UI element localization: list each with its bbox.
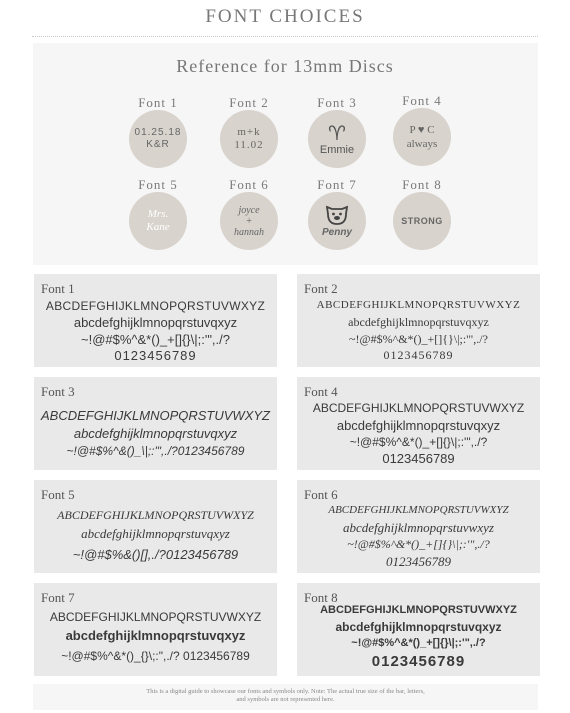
disc-sample bbox=[393, 192, 451, 250]
font-panel-6 bbox=[297, 480, 540, 573]
disc-label: Font 3 bbox=[317, 95, 357, 110]
disc-sample bbox=[129, 192, 187, 250]
digits-sample: 0123456789 bbox=[383, 348, 454, 362]
disc-sample bbox=[220, 110, 278, 168]
digits-sample: 0123456789 bbox=[371, 653, 466, 670]
font-panel-1 bbox=[34, 274, 277, 367]
panel-label: Font 4 bbox=[304, 384, 338, 399]
symbols-sample: ~!@#$%^&*()_+[]{}\|;:'",./? bbox=[349, 332, 488, 346]
footer-text bbox=[123, 688, 448, 704]
font-panel-4 bbox=[297, 377, 540, 470]
disc-font-1 bbox=[115, 95, 201, 175]
lowercase-sample: abcdefghijklmnopqrstuvqxyz bbox=[335, 620, 502, 634]
reference-title: Reference for 13mm Discs bbox=[176, 56, 394, 76]
disc-text: STRONG bbox=[401, 216, 443, 226]
disc-text: hannah bbox=[234, 226, 264, 238]
uppercase-sample: ABCDEFGHIJKLMNOPQRSTUVWXYZ bbox=[49, 610, 262, 624]
disc-font-4 bbox=[379, 93, 465, 173]
font-panel-7 bbox=[34, 583, 277, 676]
symbols-sample: ~!@#$%^&*()_+[]{}\|;:'",./? bbox=[349, 435, 488, 449]
font-panel-8 bbox=[297, 583, 540, 676]
digits-sample: 0123456789 bbox=[114, 348, 197, 363]
uppercase-sample: ABCDEFGHIJKLMNOPQRSTUVWXYZ bbox=[45, 299, 266, 313]
symbols-sample: ~!@#$%^&*()_+[]{}\|;:'",./? bbox=[80, 332, 230, 347]
uppercase-sample: ABCDEFGHIJKLMNOPQRSTUVWXYZ bbox=[320, 604, 517, 616]
uppercase-sample: ABCDEFGHIJKLMNOPQRSTUVWXYZ bbox=[328, 504, 509, 516]
disc-label: Font 1 bbox=[138, 95, 178, 110]
disc-label: Font 4 bbox=[402, 93, 442, 108]
disc-text: Kane bbox=[146, 221, 170, 233]
disc-text: P ♥ C bbox=[409, 124, 435, 136]
lowercase-sample: abcdefghijklmnopqrstuvqxyz bbox=[348, 315, 489, 329]
disc-sample bbox=[129, 110, 187, 168]
panel-label: Font 1 bbox=[41, 281, 75, 296]
panel-label: Font 8 bbox=[304, 590, 338, 605]
lowercase-sample: abcdefghijklmnopqrstuvqxyz bbox=[73, 315, 238, 330]
disc-text: m+k bbox=[237, 126, 261, 138]
disc-text: Emmie bbox=[319, 144, 355, 156]
lowercase-sample: abcdefghijklmnopqrstuvqxyz bbox=[336, 418, 501, 433]
disc-text: always bbox=[406, 138, 438, 150]
uppercase-sample: ABCDEFGHIJKLMNOPQRSTUVWXYZ bbox=[312, 401, 525, 415]
font-panel-3 bbox=[34, 377, 277, 470]
lowercase-sample: abcdefghijklmnopqrstuvwxyz bbox=[343, 520, 494, 535]
symbols-sample: ~!@#$%^&*()_+[]{}\|;:'",./? bbox=[347, 537, 490, 551]
symbols-sample: ~!@#$%&()[],./?0123456789 bbox=[72, 547, 239, 562]
page-title: FONT CHOICES bbox=[205, 6, 365, 27]
disc-text: Mrs. bbox=[147, 208, 169, 220]
uppercase-sample: ABCDEFGHIJKLMNOPQRSTUVWXYZ bbox=[41, 408, 270, 423]
disc-sample bbox=[393, 108, 451, 166]
symbols-sample: ~!@#$%^&*()_+[]{}\|;:'",./? bbox=[351, 637, 486, 649]
font-panel-5 bbox=[34, 480, 277, 573]
lowercase-sample: abcdefghijklmnopqrstuvqxyz bbox=[65, 628, 246, 643]
lowercase-sample: abcdefghijklmnopqrstuvqxyz bbox=[73, 426, 238, 441]
disc-font-6 bbox=[206, 177, 292, 257]
disc-sample bbox=[220, 192, 278, 250]
uppercase-sample: ABCDEFGHIJKLMNOPQRSTUVWXYZ bbox=[316, 299, 521, 311]
disc-sample bbox=[308, 110, 366, 168]
panel-label: Font 7 bbox=[41, 590, 75, 605]
disc-font-5 bbox=[115, 177, 201, 257]
digits-sample: 0123456789 bbox=[382, 451, 455, 466]
symbols-sample: ~!@#$%^&()_\|;:'",./?0123456789 bbox=[66, 444, 245, 458]
footer-note bbox=[33, 684, 538, 710]
disc-text: joyce bbox=[238, 204, 260, 216]
panel-label: Font 5 bbox=[41, 487, 75, 502]
disc-font-8 bbox=[379, 177, 465, 257]
disc-text: K&R bbox=[146, 139, 170, 150]
symbols-sample: ~!@#$%^&*()_{}\;:",./? 0123456789 bbox=[61, 649, 250, 663]
panel-label: Font 2 bbox=[304, 281, 338, 296]
footer-line: This is a digital guide to showcase our fonts and symbols only. Note: The actual true size of the bar, letters, bbox=[146, 688, 425, 695]
bulldog-icon bbox=[324, 203, 350, 227]
disc-text: + bbox=[245, 215, 253, 227]
font-panel-2 bbox=[297, 274, 540, 367]
panel-label: Font 6 bbox=[304, 487, 338, 502]
disc-font-7 bbox=[294, 177, 380, 257]
disc-label: Font 7 bbox=[317, 177, 357, 192]
disc-text: 01.25.18 bbox=[134, 127, 182, 138]
disc-label: Font 6 bbox=[229, 177, 269, 192]
title-divider bbox=[32, 36, 538, 37]
disc-label: Font 8 bbox=[402, 177, 442, 192]
disc-text: Penny bbox=[321, 227, 352, 238]
disc-label: Font 5 bbox=[138, 177, 178, 192]
disc-sample bbox=[308, 192, 366, 250]
panel-label: Font 3 bbox=[41, 384, 75, 399]
disc-text: 11.02 bbox=[234, 139, 264, 151]
digits-sample: 0123456789 bbox=[386, 554, 451, 569]
disc-label: Font 2 bbox=[229, 95, 269, 110]
footer-line: and symbols are not represented here. bbox=[236, 696, 335, 703]
disc-font-3 bbox=[294, 95, 380, 175]
disc-font-2 bbox=[206, 95, 292, 175]
aries-symbol-icon: ♈ bbox=[328, 121, 346, 145]
lowercase-sample: abcdefghijklmnopqrstuvqxyz bbox=[81, 526, 230, 541]
uppercase-sample: ABCDEFGHIJKLMNOPQRSTUVWXYZ bbox=[57, 508, 254, 522]
